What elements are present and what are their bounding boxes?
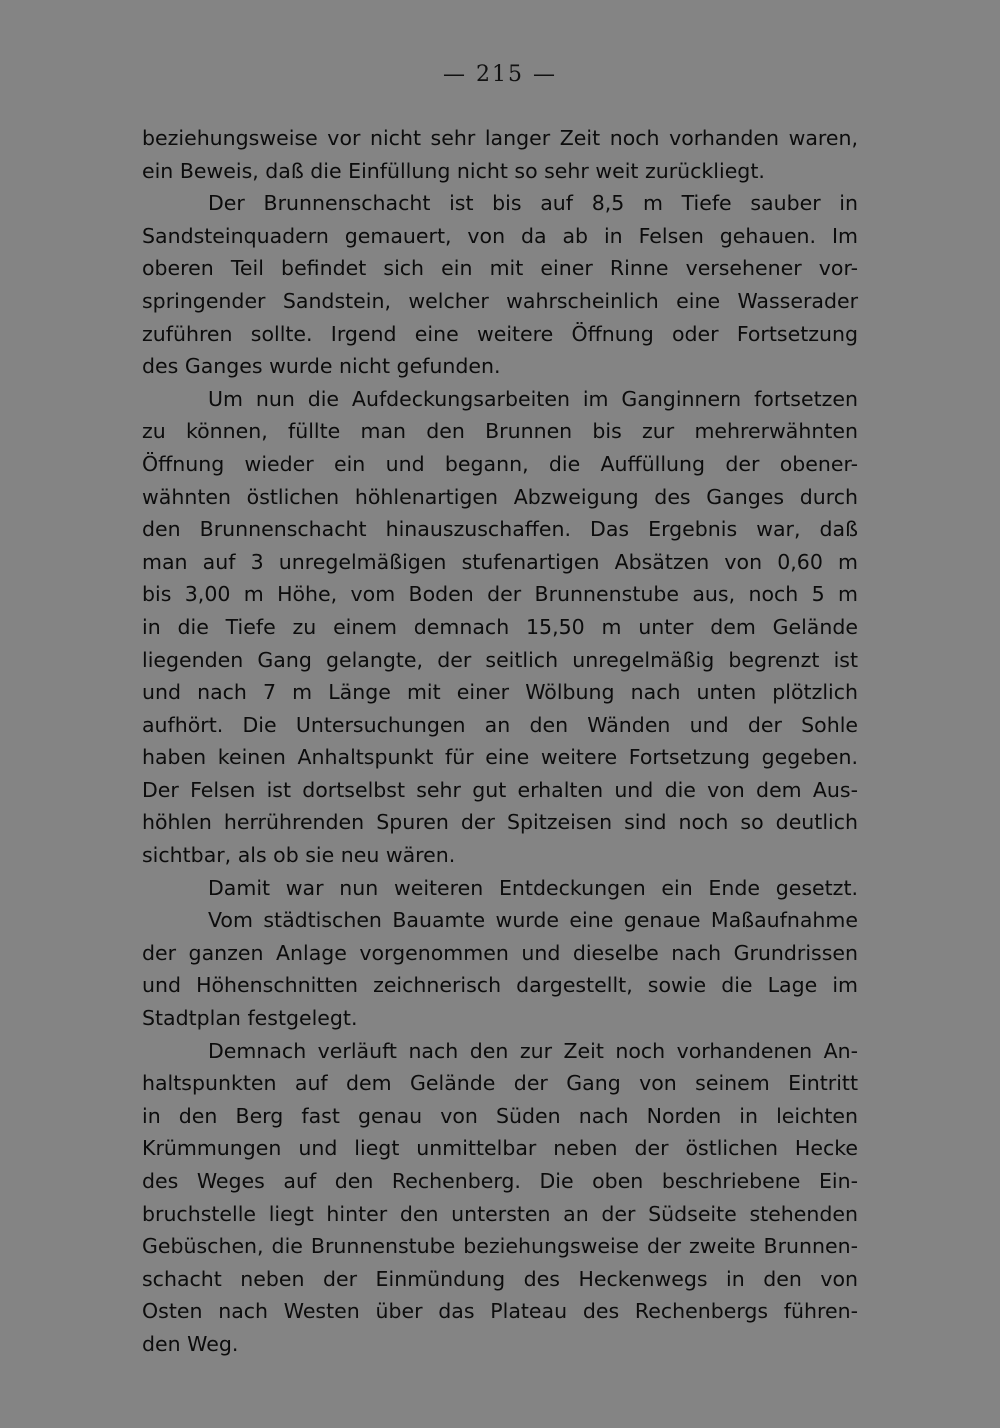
text-line: bis 3,00 m Höhe, vom Boden der Brunnenstube aus, noch 5 m — [142, 582, 858, 607]
text-line: Sandsteinquadern gemauert, von da ab in Felsen gehauen. Im — [142, 223, 858, 248]
text-line: Der Brunnenschacht ist bis auf 8,5 m Tiefe sauber in — [208, 191, 858, 216]
text-line: Demnach verläuft nach den zur Zeit noch vorhandenen An- — [208, 1038, 858, 1063]
text-line: ein Beweis, daß die Einfüllung nicht so sehr weit zurückliegt. — [142, 158, 765, 183]
text-line: in den Berg fast genau von Süden nach Norden in leichten — [142, 1103, 858, 1128]
text-line: Der Felsen ist dortselbst sehr gut erhalten und die von dem Aus- — [142, 777, 858, 802]
text-line: beziehungsweise vor nicht sehr langer Zeit noch vorhanden waren, — [142, 126, 858, 150]
text-line: den Brunnenschacht hinauszuschaffen. Das Ergebnis war, daß — [142, 517, 858, 542]
page-number: — 215 — — [443, 62, 557, 87]
text-line: man auf 3 unregelmäßigen stufenartigen Absätzen von 0,60 m — [142, 549, 858, 574]
text-line: haltspunkten auf dem Gelände der Gang von seinem Eintritt — [142, 1071, 858, 1096]
text-line: zu können, füllte man den Brunnen bis zur mehrerwähnten — [142, 419, 858, 444]
text-line: liegenden Gang gelangte, der seitlich unregelmäßig begrenzt ist — [142, 647, 858, 672]
text-line: wähnten östlichen höhlenartigen Abzweigung des Ganges durch — [142, 484, 858, 509]
body-text — [142, 122, 858, 1361]
text-line: in die Tiefe zu einem demnach 15,50 m unter dem Gelände — [142, 614, 858, 639]
text-line: haben keinen Anhaltspunkt für eine weitere Fortsetzung gegeben. — [142, 745, 858, 770]
text-line: sichtbar, als ob sie neu wären. — [142, 843, 456, 868]
text-line: des Ganges wurde nicht gefunden. — [142, 354, 501, 379]
text-line: schacht neben der Einmündung des Heckenwegs in den von — [142, 1266, 858, 1291]
text-line: Stadtplan festgelegt. — [142, 1006, 358, 1031]
text-line: Um nun die Aufdeckungsarbeiten im Ganginnern fortsetzen — [208, 386, 858, 411]
text-line: bruchstelle liegt hinter den untersten an der Südseite stehenden — [142, 1201, 858, 1226]
text-line: Gebüschen, die Brunnenstube beziehungsweise der zweite Brunnen- — [142, 1234, 858, 1259]
text-line: Osten nach Westen über das Plateau des Rechenbergs führen- — [142, 1299, 858, 1324]
text-line: aufhört. Die Untersuchungen an den Wänden und der Sohle — [142, 712, 858, 737]
text-line: und Höhenschnitten zeichnerisch dargestellt, sowie die Lage im — [142, 973, 858, 998]
text-line: des Weges auf den Rechenberg. Die oben beschriebene Ein- — [142, 1169, 858, 1193]
text-line: und nach 7 m Länge mit einer Wölbung nach unten plötzlich — [142, 680, 858, 705]
text-line: springender Sandstein, welcher wahrscheinlich eine Wasserader — [142, 288, 858, 313]
text-line: den Weg. — [142, 1331, 239, 1356]
text-line: oberen Teil befindet sich ein mit einer Rinne versehener vor- — [142, 256, 858, 281]
text-line: höhlen herrührenden Spuren der Spitzeisen sind noch so deutlich — [142, 810, 858, 835]
text-line: Vom städtischen Bauamte wurde eine genaue Maßaufnahme — [208, 908, 858, 933]
text-line: Krümmungen und liegt unmittelbar neben der östlichen Hecke — [142, 1136, 858, 1161]
text-line: Damit war nun weiteren Entdeckungen ein Ende gesetzt. — [208, 875, 858, 900]
text-line: der ganzen Anlage vorgenommen und dieselbe nach Grundrissen — [142, 940, 858, 965]
text-line: Öffnung wieder ein und begann, die Auffüllung der obener- — [142, 451, 858, 476]
text-line: zuführen sollte. Irgend eine weitere Öffnung oder Fortsetzung — [142, 321, 858, 346]
